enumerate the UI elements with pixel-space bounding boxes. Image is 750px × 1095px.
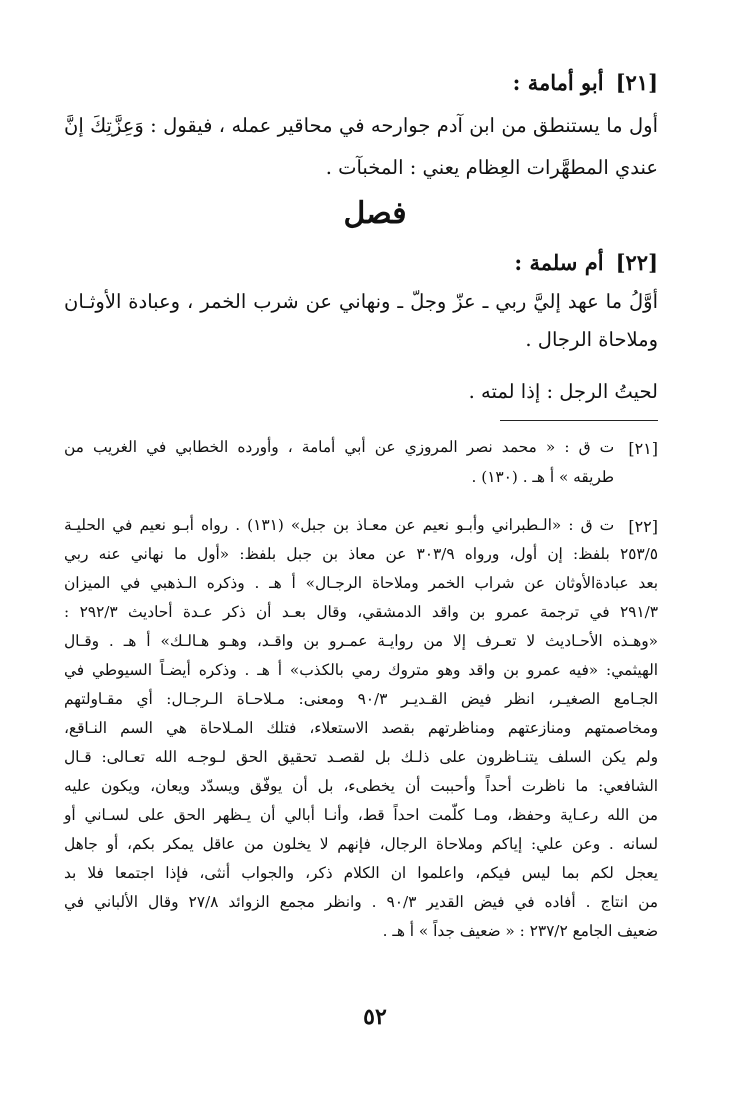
footnote-22-line: ت ق : «الـطبراني وأبـو نعيم عن معـاذ بن جبل» (١٣١) . رواه أبـو نعيم في الحليـة: [64, 516, 614, 534]
entry-number: [٢١]: [615, 70, 658, 95]
entry-21-line-2: عندي المطهَّرات العِظام يعني : المخبآت .: [325, 156, 658, 179]
footnote-22-line: «وهـذه الأحـاديث لا تعـرف إلا من روايـة عمـرو بن واقـد، وهـو هـالـك» أ هـ . وقـال: [64, 632, 658, 650]
entry-heading-text: أم سلمة :: [514, 250, 604, 275]
footnote-22-line: الجـامع الصغيـر، انظر فيض القـديـر ٩٠/٣ ومعنى: مـلاحـاة الـرجـال: أي مقـاولتهم: [64, 690, 658, 708]
entry-number: [٢٢]: [615, 250, 658, 275]
footnote-21-line: طريقه » أ هـ . (١٣٠) .: [471, 468, 614, 486]
footnote-22-line: ٢٩١/٣ في ترجمة عمرو بن واقد الدمشقي، وقال بعـد أن ذكر عـدة أحاديث ٢٩٢/٣ :: [64, 603, 658, 621]
entry-21-line-1: أول ما يستنطق من ابن آدم جوارحه في محاقير عمله ، فيقول : وَعِزَّتِكَ إنَّ: [64, 114, 658, 137]
footnote-22-line: يعجل لكم بما ليس فيكم، واعلموا ان الكلام ذكر، والجواب أنثى، فإذا اجتمعا فلا بد: [64, 864, 658, 882]
footnote-divider: [500, 420, 658, 421]
footnote-22-line: من انتاج . أفاده في فيض القدير ٩٠/٣ . وانظر مجمع الزوائد ٢٧/٨ وقال الألباني في: [64, 893, 659, 911]
entry-heading-22: [514, 250, 658, 275]
footnote-22-line: بعد عبادةالأوثان عن شراب الخمر وملاحاة الرجـال» أ هـ . وذكره الـذهبي في الميزان: [64, 574, 658, 592]
footnote-22-line: ولم يكن السلف يتنـاظرون على ذلـك بل لقصـد تحقيق الحق لـوجـه الله تعـالى: قـال: [64, 748, 658, 766]
page-number: ٥٢: [363, 1004, 387, 1030]
closing-line: لحيتُ الرجل : إذا لمته .: [468, 380, 658, 403]
entry-heading-21: [513, 70, 658, 95]
footnote-22-line: الهيثمي: «فيه عمرو بن واقد وهو متروك رمي بالكذب» أ هـ . وذكره أيضـاً السيوطي في: [64, 661, 658, 679]
footnote-22-line: ومخاصمتهم ومنازعتهم ومناظرتهم بقصد الاستعلاء، فتلك المـلاحاة هي السم النـاقع،: [64, 719, 658, 737]
footnote-22-line: ضعيف الجامع ٢٣٧/٢ : « ضعيف جداً » أ هـ .: [382, 922, 658, 940]
footnote-22-line: الشافعي: ما ناظرت أحداً وأحببت أن يخطىء، بل أن يوفّق ويسدّد ويعان، ويكون عليه: [64, 777, 658, 795]
entry-heading-text: أبو أمامة :: [512, 70, 604, 95]
footnote-22-line: لسانه . وعن علي: إياكم وملاحاة الرجال، فإنهم لا يخلون من عاقل يمكر بكم، أو جاهل: [64, 835, 658, 853]
entry-22-line-2: وملاحاة الرجال .: [525, 328, 658, 351]
footnote-22-line: من الله رعـاية وحفظ، ومـا كلّمت احداً قط، وأنـا أبالي أن يـظهر الحق على لسـاني أو: [64, 806, 658, 824]
footnote-21-line: ت ق : « محمد نصر المروزي عن أبي أمامة ، وأورده الخطابي في الغريب من: [64, 438, 614, 456]
footnote-marker-22: [٢٢]: [628, 517, 658, 536]
section-title: فصل: [343, 196, 407, 231]
entry-22-line-1: أوَّلُ ما عهد إليَّ ربي ـ عزّ وجلّ ـ ونهاني عن شرب الخمر ، وعبادة الأوثـان: [64, 290, 658, 313]
footnote-22-line: ٢٥٣/٥ بلفظ: إن أول، ورواه ٣٠٣/٩ عن معاذ بن جبل بلفظ: «أول ما نهاني عنه ربي: [64, 545, 658, 563]
footnote-marker-21: [٢١]: [628, 439, 658, 458]
